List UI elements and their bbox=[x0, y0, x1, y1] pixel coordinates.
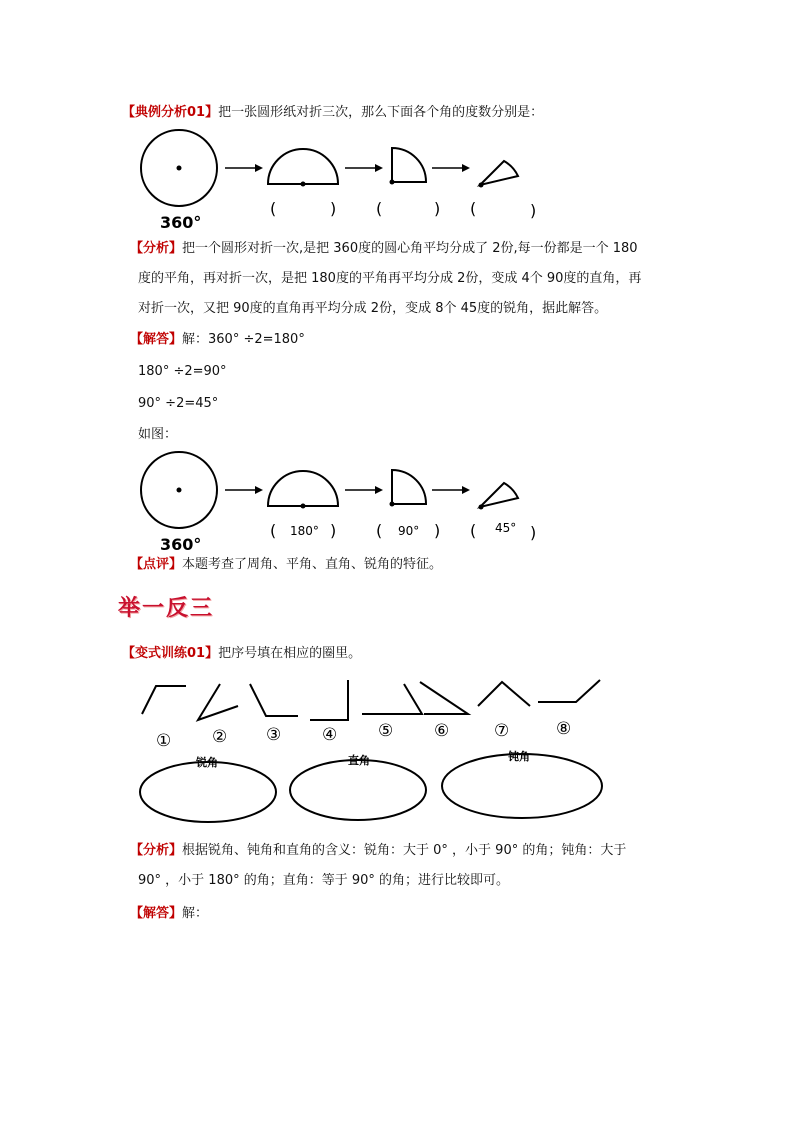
exercise-analysis-line-1 bbox=[130, 842, 626, 860]
arrow-2-head bbox=[375, 164, 383, 172]
comment-text: 本题考查了周角、平角、直角、锐角的特征。 bbox=[182, 557, 443, 572]
exercise-analysis-tag: 【分析】 bbox=[130, 843, 183, 858]
number-6: ⑥ bbox=[434, 721, 450, 741]
oval-label-right: 直角 bbox=[348, 754, 370, 767]
circle-label: 360° bbox=[160, 213, 202, 232]
half-center bbox=[301, 182, 306, 187]
arrow-3-head bbox=[462, 486, 470, 494]
half-center bbox=[301, 504, 306, 509]
angle-5 bbox=[362, 684, 422, 714]
number-8: ⑧ bbox=[556, 719, 572, 739]
blank-2-open: ( bbox=[376, 199, 383, 218]
number-7: ⑦ bbox=[494, 721, 510, 741]
analysis-line-2: 度的平角，再对折一次，是把 180度的平角再平均分成 2份，变成 4个 90度的直角，再 bbox=[138, 271, 642, 286]
oval-right bbox=[290, 760, 426, 820]
number-2: ② bbox=[212, 727, 228, 747]
arrow-1-head bbox=[255, 164, 263, 172]
section-title: 举一反三 bbox=[118, 595, 215, 621]
answer-180: 180° bbox=[290, 524, 319, 538]
oval-acute bbox=[140, 762, 276, 822]
number-4: ④ bbox=[322, 725, 338, 745]
exercise-question bbox=[122, 645, 361, 663]
oval-label-acute: 锐角 bbox=[196, 756, 218, 769]
circle-center bbox=[177, 166, 182, 171]
blank-3-close: ) bbox=[530, 201, 537, 220]
answer-text-1: 解：360° ÷2=180° bbox=[182, 332, 305, 347]
folding-diagram-empty bbox=[130, 128, 550, 232]
exercise-answer-line bbox=[130, 905, 208, 923]
blank-3-open: ( bbox=[470, 521, 477, 540]
eighth-circle bbox=[480, 483, 518, 507]
eighth-center bbox=[479, 505, 484, 510]
half-circle bbox=[268, 149, 338, 184]
quarter-center bbox=[390, 502, 395, 507]
blank-2-open: ( bbox=[376, 521, 383, 540]
folding-diagram-answered bbox=[130, 450, 550, 554]
answer-line-4: 如图： bbox=[138, 427, 178, 442]
example-tag: 【典例分析01】 bbox=[122, 105, 219, 120]
quarter-center bbox=[390, 180, 395, 185]
angle-3 bbox=[250, 684, 298, 716]
angle-7 bbox=[478, 682, 530, 706]
example-question-text: 把一张圆形纸对折三次，那么下面各个角的度数分别是： bbox=[218, 105, 544, 120]
oval-obtuse bbox=[442, 754, 602, 818]
number-1: ① bbox=[156, 731, 172, 751]
number-3: ③ bbox=[266, 725, 282, 745]
answer-line-2: 180° ÷2=90° bbox=[138, 364, 227, 379]
quarter-circle bbox=[392, 470, 426, 504]
answer-tag: 【解答】 bbox=[130, 332, 183, 347]
answer-45: 45° bbox=[495, 521, 517, 535]
exercise-answer-tag: 【解答】 bbox=[130, 906, 183, 921]
arrow-2-head bbox=[375, 486, 383, 494]
angle-2 bbox=[198, 684, 238, 720]
circle-label: 360° bbox=[160, 535, 202, 554]
eighth-circle bbox=[480, 161, 518, 185]
analysis-line-1 bbox=[130, 240, 638, 258]
example-question bbox=[122, 104, 543, 122]
exercise-answer-text: 解： bbox=[182, 906, 209, 921]
analysis-tag: 【分析】 bbox=[130, 241, 183, 256]
comment-line bbox=[130, 556, 442, 574]
circle-center bbox=[177, 488, 182, 493]
number-5: ⑤ bbox=[378, 721, 394, 741]
answer-line-3: 90° ÷2=45° bbox=[138, 396, 219, 411]
exercise-analysis-text-1: 根据锐角、钝角和直角的含义：锐角：大于 0° ，小于 90° 的角；钝角：大于 bbox=[182, 843, 627, 858]
blank-2-close: ) bbox=[434, 521, 441, 540]
blank-1-open: ( bbox=[270, 521, 277, 540]
eighth-center bbox=[479, 183, 484, 188]
exercise-question-text: 把序号填在相应的圈里。 bbox=[218, 646, 362, 661]
answer-line-1 bbox=[130, 331, 305, 349]
angle-8 bbox=[538, 680, 600, 702]
angle-4 bbox=[310, 680, 348, 720]
oval-label-obtuse: 钝角 bbox=[508, 750, 530, 763]
half-circle bbox=[268, 471, 338, 506]
blank-1-close: ) bbox=[330, 199, 337, 218]
angle-6 bbox=[420, 682, 468, 714]
arrow-3-head bbox=[462, 164, 470, 172]
angle-1 bbox=[142, 686, 186, 714]
exercise-tag: 【变式训练01】 bbox=[122, 646, 219, 661]
blank-2-close: ) bbox=[434, 199, 441, 218]
blank-3-close: ) bbox=[530, 523, 537, 542]
blank-1-close: ) bbox=[330, 521, 337, 540]
blank-1-open: ( bbox=[270, 199, 277, 218]
comment-tag: 【点评】 bbox=[130, 557, 183, 572]
analysis-line-3: 对折一次，又把 90度的直角再平均分成 2份，变成 8个 45度的锐角，据此解答。 bbox=[138, 301, 608, 316]
arrow-1-head bbox=[255, 486, 263, 494]
exercise-analysis-line-2: 90° ，小于 180° 的角；直角：等于 90° 的角；进行比较即可。 bbox=[138, 873, 510, 888]
blank-3-open: ( bbox=[470, 199, 477, 218]
answer-90: 90° bbox=[398, 524, 420, 538]
angle-sorting-diagram bbox=[132, 674, 612, 826]
quarter-circle bbox=[392, 148, 426, 182]
analysis-text-1: 把一个圆形对折一次,是把 360度的圆心角平均分成了 2份,每一份都是一个 180 bbox=[182, 241, 638, 256]
